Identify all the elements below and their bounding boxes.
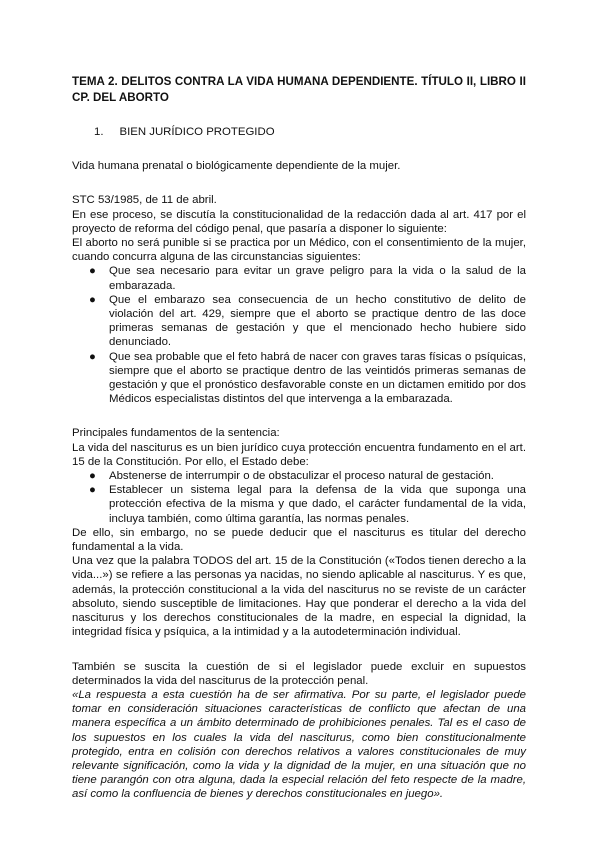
document-body: [72, 74, 526, 802]
list-item: [89, 293, 526, 350]
stc-bullet-list: [72, 264, 526, 406]
list-item-text: Que el embarazo sea consecuencia de un hecho constitutivo de delito de violación del art. 429, siempre que el aborto se practique dentro de las doce primeras semanas de gestación y que el mencionado hecho hubiere sido denunciado.: [109, 293, 526, 349]
list-item: [89, 264, 526, 292]
section-heading: [72, 125, 526, 139]
stc-reference: STC 53/1985, de 11 de abril.: [72, 194, 217, 207]
document-title: TEMA 2. DELITOS CONTRA LA VIDA HUMANA DEPENDIENTE. TÍTULO II, LIBRO II CP. DEL ABORTO: [72, 75, 526, 104]
principles-paragraph-2: De ello, sin embargo, no se puede deducir que el nasciturus es titular del derecho fundamental a la vida.: [72, 526, 526, 554]
list-item-text: Que sea necesario para evitar un grave peligro para la vida o la salud de la embarazada.: [109, 265, 526, 292]
list-item: [89, 350, 526, 407]
stc-paragraph-2: El aborto no será punible si se practica por un Médico, con el consentimiento de la mujer, cuando concurra alguna de las circunstancias siguientes:: [72, 237, 526, 264]
list-item-text: Que sea probable que el feto habrá de nacer con graves taras físicas o psíquicas, siempre que el aborto se practique dentro de las veintidós primeras semanas de gestación y que el pronóstico desfavorable conste en un dictamen emitido por dos Médicos especialistas distintos del que intervenga a la embarazada.: [109, 350, 526, 406]
legislator-paragraph: También se suscita la cuestión de si el legislador puede excluir en supuestos determinados la vida del nasciturus de la protección penal.: [72, 660, 526, 687]
court-quote: «La respuesta a esta cuestión ha de ser afirmativa. Por su parte, el legislador puede tomar en consideración situaciones características de conflicto que afectan de una manera específica a un ámbito determinado de prohibiciones penales. Tal es el caso de los supuestos en los cuales la vida del nasciturus, como bien constitucionalmente protegido, entra en colisión con derechos relativos a valores constitucionales de muy relevante significación, como la vida y la dignidad de la mujer, en una situación que no tiene parangón con otra alguna, dada la especial relación del feto respecte de la madre, así como la confluencia de bienes y derechos constitucionales en juego».: [72, 688, 526, 801]
bullet-marker: ●: [89, 293, 96, 306]
bullet-marker: ●: [89, 470, 96, 483]
bullet-marker: ●: [89, 265, 96, 278]
bullet-marker: ●: [89, 484, 96, 497]
bullet-marker: ●: [89, 350, 96, 363]
list-item: [89, 483, 526, 526]
principles-heading: Principales fundamentos de la sentencia:: [72, 427, 280, 440]
principles-paragraph-3: Una vez que la palabra TODOS del art. 15 de la Constitución («Todos tienen derecho a la vida...») se refiere a las personas ya nacidas, no siendo aplicable al nasciturus. Y es que, además, la protección constitucional a la vida del nasciturus no se reviste de un carácter absoluto, siendo susceptible de limitaciones. Hay que ponderar el derecho a la vida del nasciturus y los derechos constitucionales de la madre, en especial la dignidad, la integridad física y psíquica, a la intimidad y a la autodeterminación individual.: [72, 555, 526, 639]
section-title: BIEN JURÍDICO PROTEGIDO: [119, 126, 275, 138]
principles-paragraph-1: La vida del nasciturus es un bien jurídico cuya protección encuentra fundamento en el art. 15 de la Constitución. Por ello, el Estado debe:: [72, 441, 526, 468]
list-item-text: Abstenerse de interrumpir o de obstaculizar el proceso natural de gestación.: [109, 470, 494, 483]
list-item: [89, 469, 526, 483]
principles-bullet-list: [72, 469, 526, 526]
list-item-text: Establecer un sistema legal para la defensa de la vida que suponga una protección efectiva de la misma y que dado, el carácter fundamental de la vida, incluya también, como última garantía, las normas penales.: [109, 484, 526, 525]
section-number: 1.: [94, 126, 104, 138]
stc-paragraph-1: En ese proceso, se discutía la constitucionalidad de la redacción dada al art. 417 por el proyecto de reforma del código penal, que pasaría a disponer lo siguiente:: [72, 208, 526, 235]
intro-paragraph: Vida humana prenatal o biológicamente dependiente de la mujer.: [72, 160, 401, 173]
